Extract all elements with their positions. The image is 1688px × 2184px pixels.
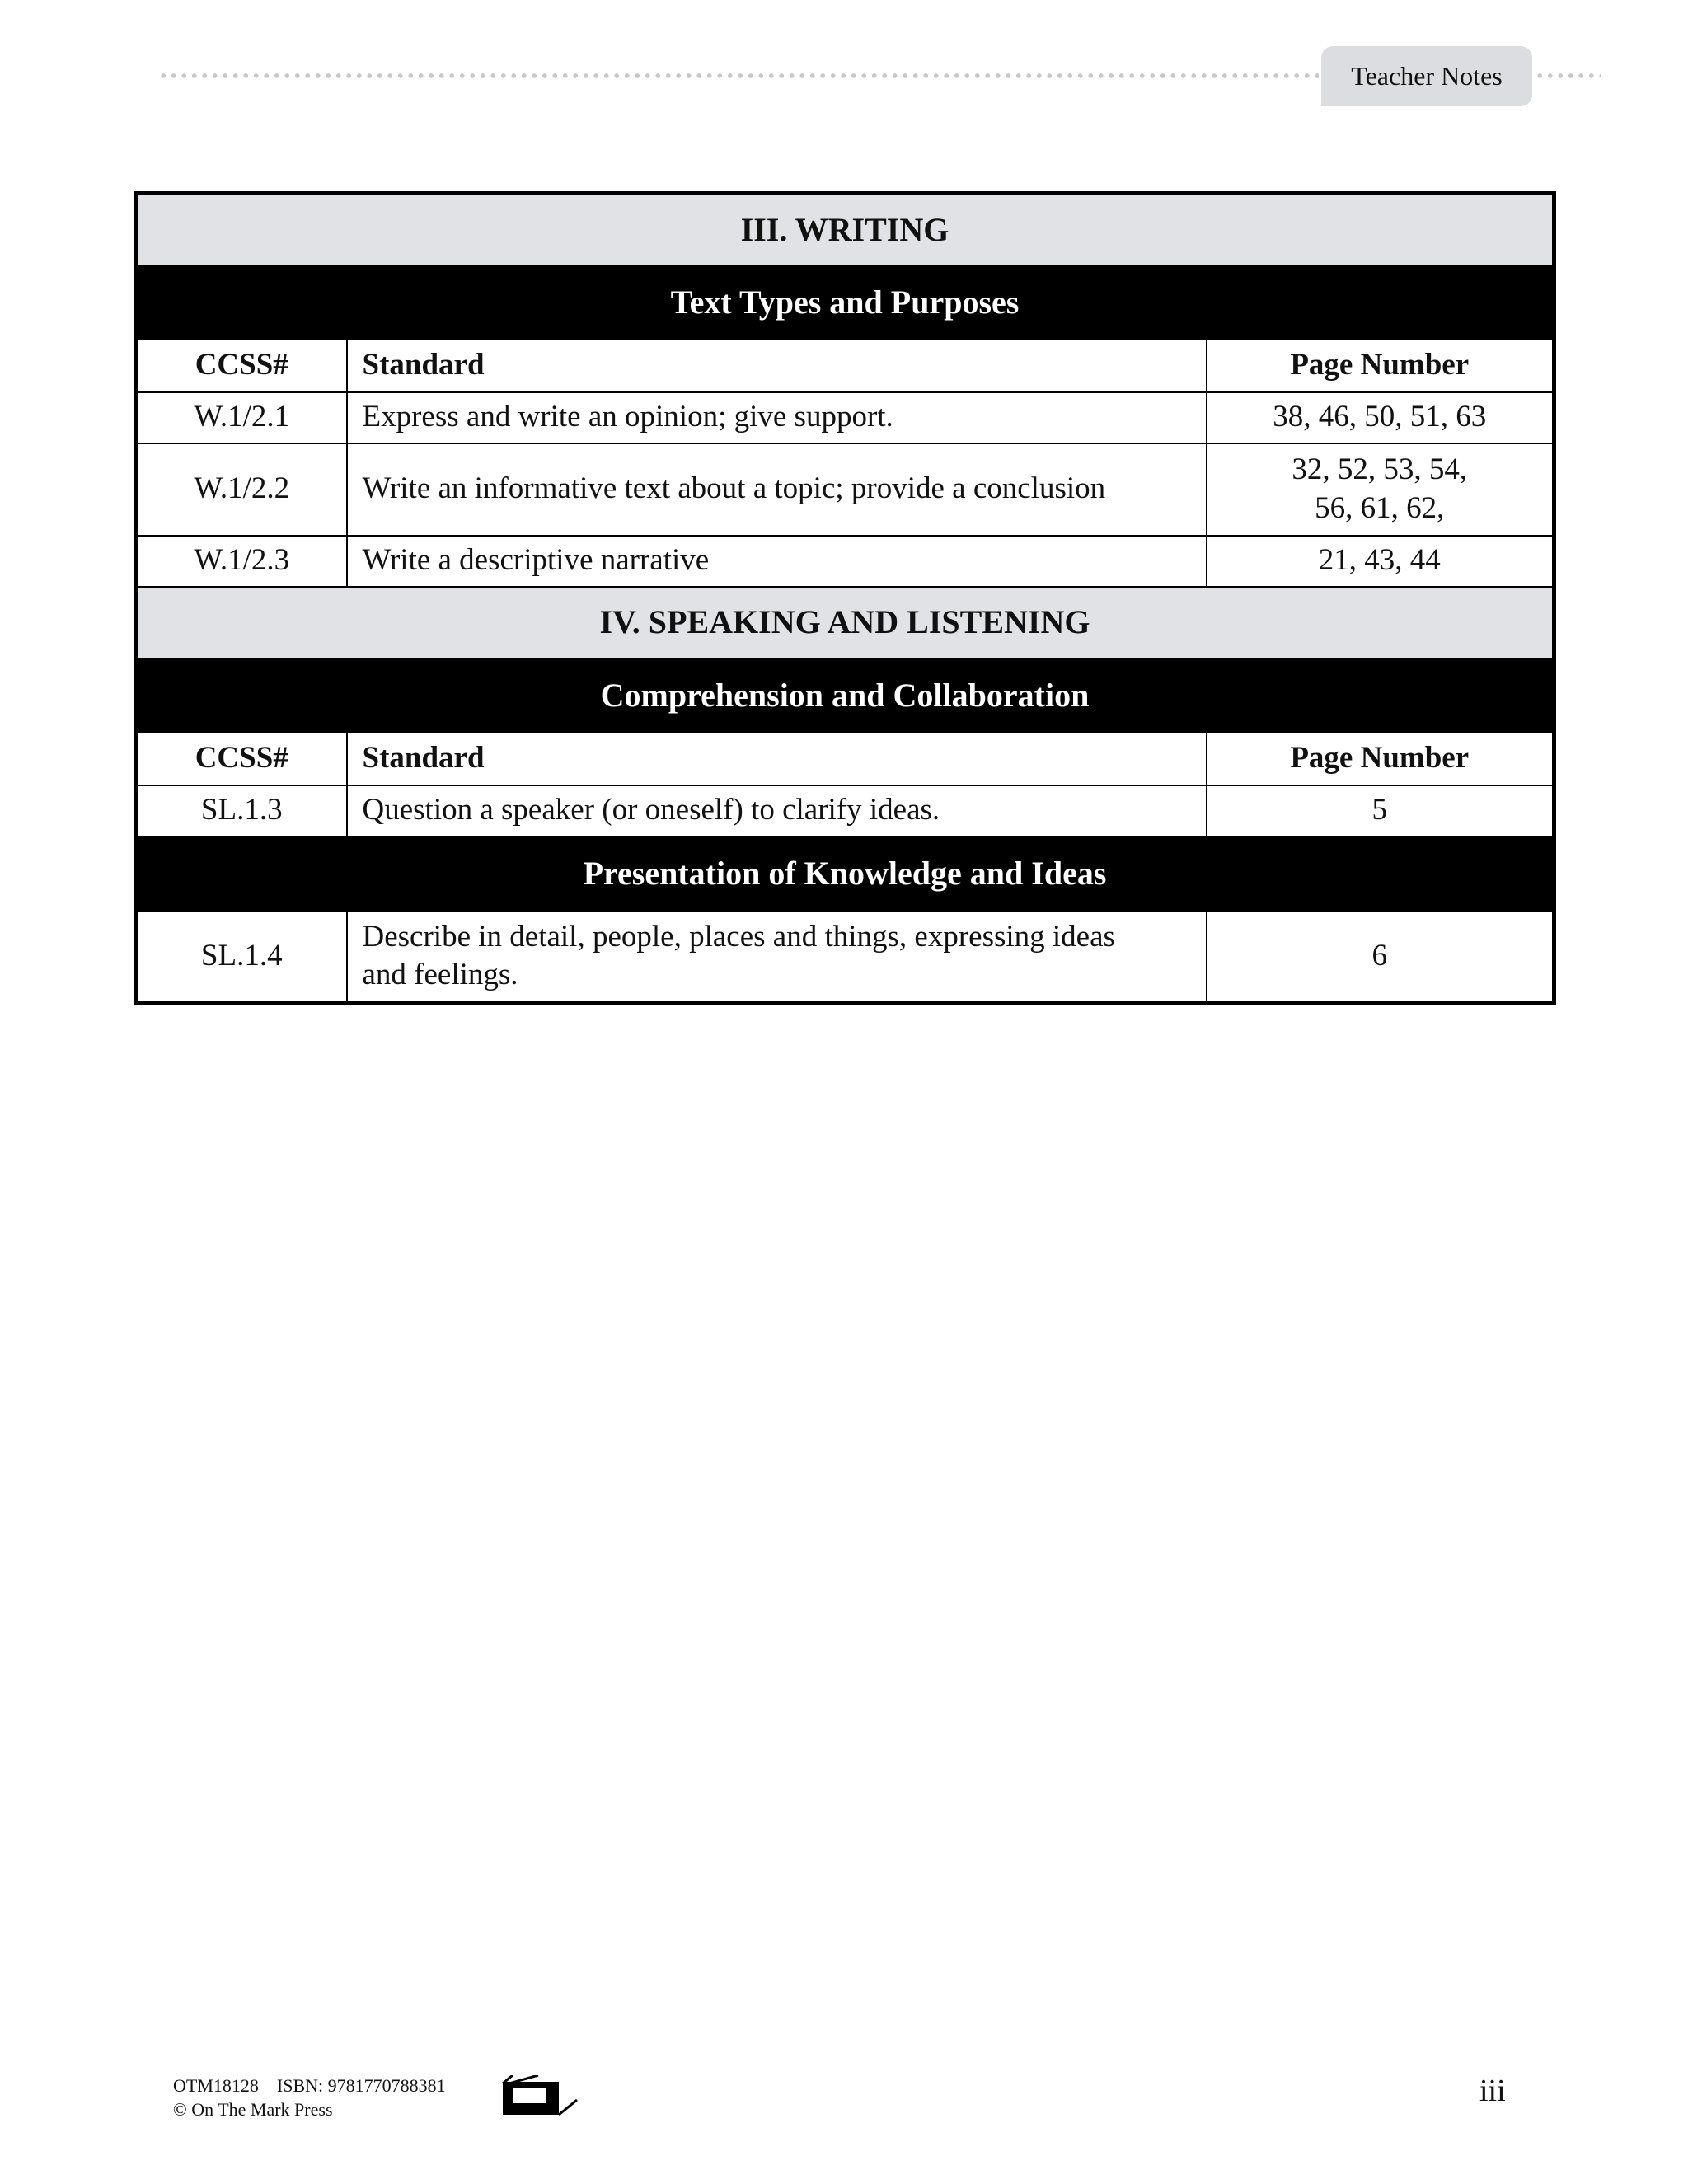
col-page-number: Page Number bbox=[1207, 340, 1554, 392]
page-numbers: 5 bbox=[1207, 785, 1554, 837]
teacher-notes-tab bbox=[1321, 46, 1532, 106]
standard-line: Describe in detail, people, places and things, expressing ideas bbox=[362, 919, 1115, 954]
publisher-logo-icon bbox=[501, 2075, 579, 2116]
page-numbers: 21, 43, 44 bbox=[1207, 536, 1554, 587]
standard-text: Write a descriptive narrative bbox=[347, 536, 1207, 587]
page-numbers-line: 32, 52, 53, 54, bbox=[1292, 452, 1468, 487]
page-number: iii bbox=[1479, 2074, 1506, 2108]
table-row bbox=[136, 536, 1554, 587]
standard-line: and feelings. bbox=[362, 957, 518, 991]
standards-table bbox=[134, 191, 1556, 1005]
standard-text: Express and write an opinion; give support. bbox=[347, 392, 1207, 443]
col-ccss: CCSS# bbox=[136, 340, 347, 392]
standard-text: Write an informative text about a topic; provide a conclusion bbox=[347, 443, 1207, 536]
subsection-title: Text Types and Purposes bbox=[136, 265, 1554, 340]
page-numbers-line: 56, 61, 62, bbox=[1315, 490, 1445, 525]
col-ccss: CCSS# bbox=[136, 733, 347, 785]
table-row bbox=[136, 443, 1554, 536]
isbn: ISBN: 9781770788381 bbox=[276, 2075, 446, 2096]
product-code: OTM18128 bbox=[173, 2075, 259, 2096]
dotted-rule bbox=[158, 73, 1319, 78]
col-standard: Standard bbox=[347, 733, 1207, 785]
subsection-title: Comprehension and Collaboration bbox=[136, 658, 1554, 733]
dotted-rule bbox=[1535, 73, 1601, 78]
footer-info bbox=[173, 2074, 446, 2121]
col-standard: Standard bbox=[347, 340, 1207, 392]
page-numbers: 6 bbox=[1207, 911, 1554, 1003]
copyright: © On The Mark Press bbox=[173, 2099, 333, 2120]
table-row bbox=[136, 392, 1554, 443]
table-row bbox=[136, 911, 1554, 1003]
subsection-title: Presentation of Knowledge and Ideas bbox=[136, 837, 1554, 911]
standard-text: Question a speaker (or oneself) to clarify ideas. bbox=[347, 785, 1207, 837]
ccss-code: W.1/2.1 bbox=[136, 392, 347, 443]
standard-text bbox=[347, 911, 1207, 1003]
tab-label: Teacher Notes bbox=[1351, 61, 1503, 91]
column-headers bbox=[136, 733, 1554, 785]
section-title: III. WRITING bbox=[136, 194, 1554, 265]
table-row bbox=[136, 785, 1554, 837]
ccss-code: SL.1.3 bbox=[136, 785, 347, 837]
ccss-code: W.1/2.3 bbox=[136, 536, 347, 587]
page-numbers bbox=[1207, 443, 1554, 536]
col-page-number: Page Number bbox=[1207, 733, 1554, 785]
page-numbers: 38, 46, 50, 51, 63 bbox=[1207, 392, 1554, 443]
section-title: IV. SPEAKING AND LISTENING bbox=[136, 587, 1554, 658]
ccss-code: SL.1.4 bbox=[136, 911, 347, 1003]
column-headers bbox=[136, 340, 1554, 392]
ccss-code: W.1/2.2 bbox=[136, 443, 347, 536]
